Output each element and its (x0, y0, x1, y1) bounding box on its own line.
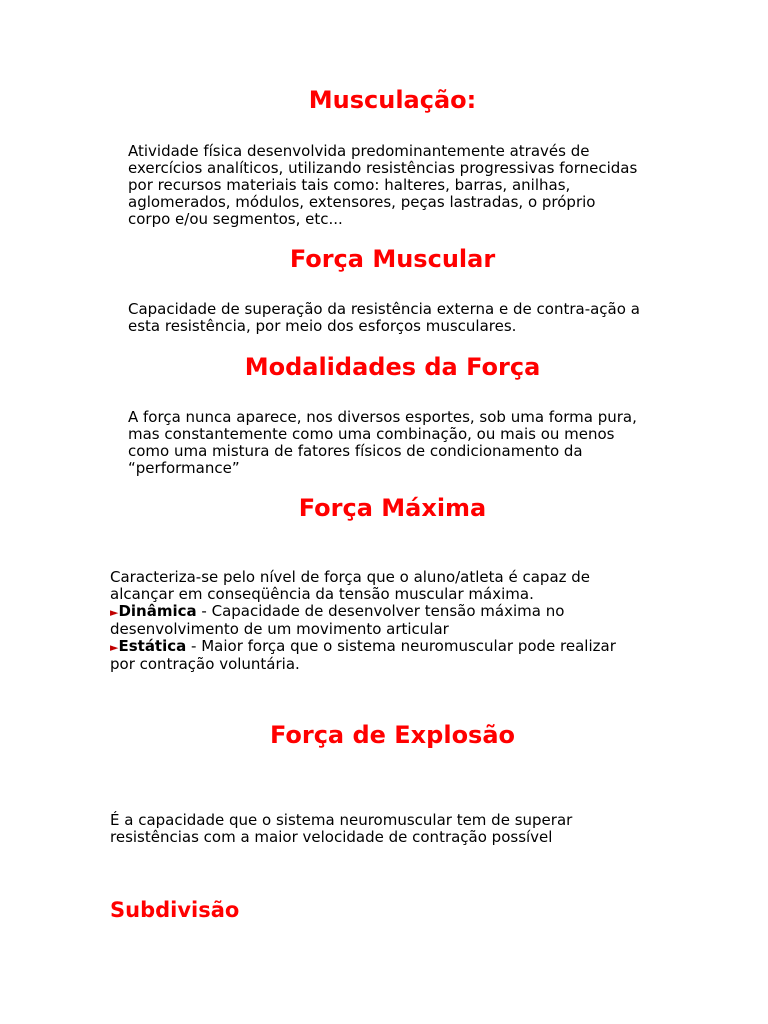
text-line: por contração voluntária. (110, 655, 300, 673)
text-line: Capacidade de superação da resistência externa e de contra-ação a (128, 300, 640, 318)
heading-musculacao: Musculação: (308, 86, 477, 114)
text-line: corpo e/ou segmentos, etc... (128, 210, 343, 228)
text-line: resistências com a maior velocidade de contração possível (110, 828, 553, 846)
text-line: exercícios analíticos, utilizando resistências progressivas fornecidas (128, 159, 638, 177)
paragraph-forca-explosao (110, 812, 670, 846)
text-line: É a capacidade que o sistema neuromuscular tem de superar (110, 811, 573, 829)
paragraph-forca-muscular (128, 301, 688, 335)
text-line: Caracteriza-se pelo nível de força que o aluno/atleta é capaz de (110, 568, 591, 586)
heading-forca-maxima: Força Máxima (298, 494, 487, 522)
bullet-estatica (110, 638, 670, 656)
paragraph-modalidades (128, 409, 688, 477)
text-line: esta resistência, por meio dos esforços musculares. (128, 317, 517, 335)
heading-subdivisao: Subdivisão (110, 898, 240, 922)
bullet-dinamica (110, 603, 670, 621)
heading-forca-muscular: Força Muscular (289, 245, 496, 273)
text-line: aglomerados, módulos, extensores, peças lastradas, o próprio (128, 193, 596, 211)
text-line: mas constantemente como uma combinação, ou mais ou menos (128, 425, 615, 443)
bullet-arrow-icon: ► (110, 641, 119, 654)
paragraph-forca-maxima (110, 569, 670, 673)
text-line: desenvolvimento de um movimento articular (110, 620, 449, 638)
definition-estatica: - Maior força que o sistema neuromuscular pode realizar (186, 637, 616, 655)
text-line: “performance” (128, 459, 240, 477)
bullet-arrow-icon: ► (110, 606, 119, 619)
term-estatica: Estática (118, 637, 187, 655)
heading-modalidades: Modalidades da Força (244, 353, 541, 381)
text-line: Atividade física desenvolvida predominantemente através de (128, 142, 590, 160)
text-line: A força nunca aparece, nos diversos esportes, sob uma forma pura, (128, 408, 637, 426)
term-dinamica: Dinâmica (118, 602, 197, 620)
definition-dinamica: - Capacidade de desenvolver tensão máxima no (196, 602, 565, 620)
text-line: como uma mistura de fatores físicos de condicionamento da (128, 442, 583, 460)
text-line: por recursos materiais tais como: halteres, barras, anilhas, (128, 176, 571, 194)
heading-forca-explosao: Força de Explosão (269, 721, 516, 749)
paragraph-musculacao (128, 143, 688, 228)
text-line: alcançar em conseqüência da tensão muscular máxima. (110, 585, 534, 603)
